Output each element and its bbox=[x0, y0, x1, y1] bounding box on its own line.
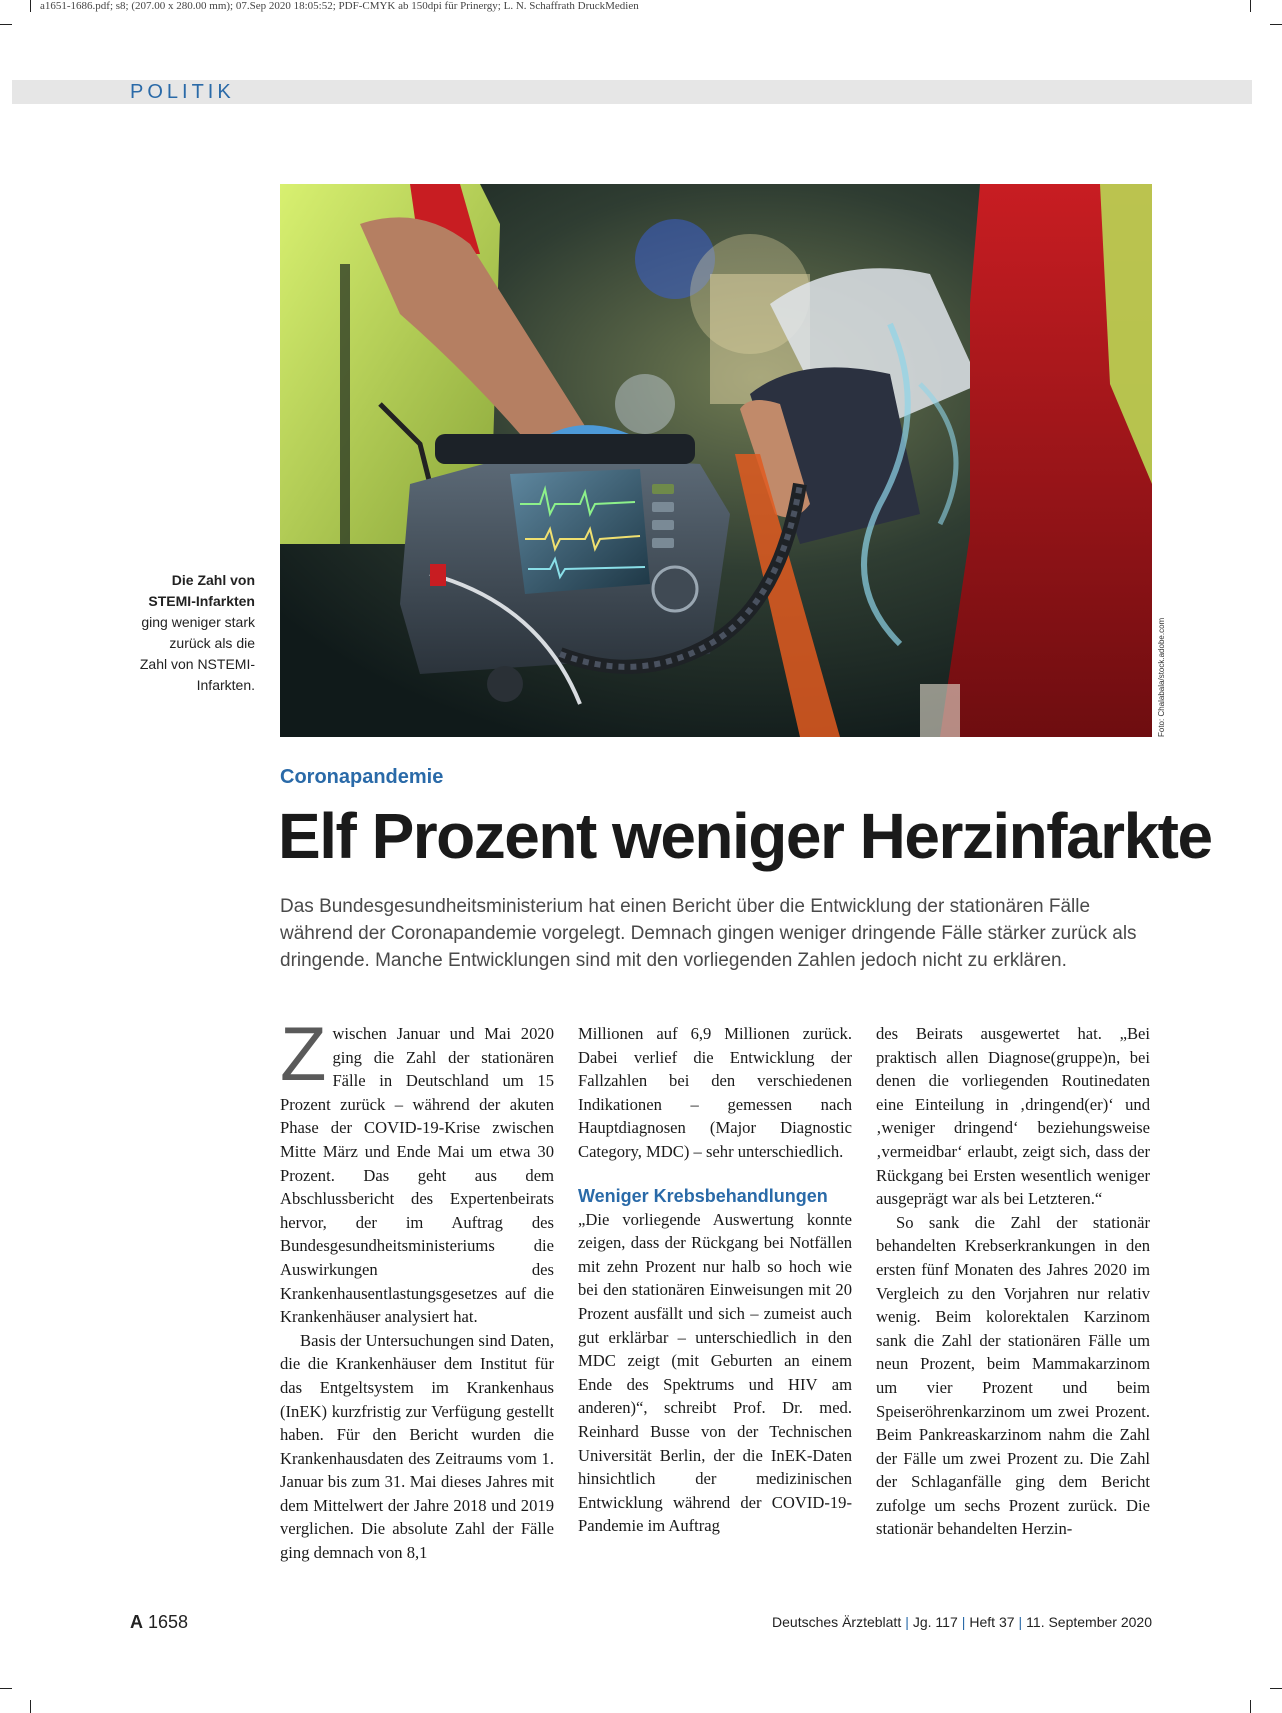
journal-name: Deutsches Ärzteblatt bbox=[772, 1614, 902, 1630]
crop-mark bbox=[0, 24, 12, 25]
page-number-value: 1658 bbox=[148, 1612, 189, 1632]
hero-illustration bbox=[280, 184, 1152, 737]
photo-credit: Foto: Chalabala/stock.adobe.com bbox=[1157, 617, 1166, 737]
print-slug: a1651-1686.pdf; s8; (207.00 x 280.00 mm); 07.Sep 2020 18:05:52; PDF-CMYK ab 150dpi für Prinergy; L. N. Schaffrath DruckMedien bbox=[40, 0, 639, 12]
article-column-2 bbox=[578, 1022, 852, 1538]
crop-mark bbox=[0, 1688, 12, 1689]
page-prefix: A bbox=[130, 1612, 143, 1632]
article-paragraph: Millionen auf 6,9 Millionen zurück. Dabei verlief die Entwicklung der Fallzahlen bei den verschiedenen Indikationen – gemessen nach Hauptdiagnosen (Major Diagnostic Category, MDC) – sehr unterschiedlich. bbox=[578, 1024, 852, 1161]
crop-mark bbox=[30, 1700, 31, 1713]
footer-info bbox=[772, 1614, 1152, 1630]
separator: | bbox=[961, 1614, 966, 1630]
section-label: POLITIK bbox=[130, 81, 235, 103]
article-column-3 bbox=[876, 1022, 1150, 1541]
kicker: Coronapandemie bbox=[280, 766, 444, 788]
article-paragraph: „Die vorliegende Auswertung konnte zeigen, dass der Rückgang bei Notfällen mit zehn Prozent nur halb so hoch wie bei den stationären Einweisungen mit 20 Prozent ausfällt und sich – zumeist auch gut erklärbar – unterschiedlich in den MDC zeigt (mit Geburten an einem Ende des Spektrums und HIV am anderen)“, schreibt Prof. Dr. med. Reinhard Busse von der Technischen Universität Berlin, der die InEK-Daten hinsichtlich der medizinischen Entwicklung während der COVID-19-Pandemie im Auftrag bbox=[578, 1209, 852, 1536]
article-paragraph: des Beirats ausgewertet hat. „Bei praktisch allen Diagnose(gruppe)n, bei denen die vorliegenden Routinedaten eine Einteilung in ‚dringend(er)‘ und ‚weniger dringend‘ beziehungsweise ‚vermeidbar‘ erlaubt, zeigt sich, dass der Rückgang bei Ersten wesentlich weniger ausgeprägt war als bei Letzteren.“ bbox=[876, 1024, 1150, 1209]
caption-line: Infarkten. bbox=[196, 677, 255, 693]
issue: Heft 37 bbox=[969, 1614, 1015, 1630]
image-caption bbox=[120, 570, 255, 696]
crop-mark bbox=[1250, 1700, 1251, 1713]
page-number bbox=[130, 1612, 188, 1633]
lead-paragraph: Das Bundesgesundheitsministerium hat einen Bericht über die Entwicklung der stationären Fälle während der Coronapandemie vorgelegt. Demnach gingen weniger dringende Fälle stärker zurück als dringende. Manche Entwicklungen sind mit den vorliegenden Zahlen jedoch nicht zu erklären. bbox=[280, 896, 1137, 971]
subheading: Weniger Krebsbehandlungen bbox=[578, 1185, 828, 1206]
crop-mark bbox=[30, 0, 31, 12]
headline: Elf Prozent weniger Herzinfarkte bbox=[278, 800, 1212, 872]
hero-photo bbox=[280, 184, 1152, 737]
separator: | bbox=[1018, 1614, 1023, 1630]
caption-line: Zahl von NSTEMI- bbox=[139, 656, 255, 672]
crop-mark bbox=[1250, 0, 1251, 12]
caption-line: Die Zahl von bbox=[171, 572, 255, 588]
caption-line: STEMI-Infarkten bbox=[148, 593, 255, 609]
issue-date: 11. September 2020 bbox=[1026, 1614, 1152, 1630]
crop-mark bbox=[1270, 24, 1282, 25]
article-column-1 bbox=[280, 1012, 554, 1565]
article-paragraph bbox=[280, 1012, 554, 1329]
article-paragraph: So sank die Zahl der stationär behandelten Krebserkrankungen in den ersten fünf Monaten des Jahres 2020 im Vergleich zu den Vorjahren nur relativ wenig. Beim kolorektalen Karzinom sank die Zahl der stationären Fälle um neun Prozent, beim Mammakarzinom um vier Prozent und beim Speiseröhrenkarzinom um zwei Prozent. Beim Pankreaskarzinom nahm die Zahl der Fälle um zwei Prozent zu. Die Zahl der Schlaganfälle ging dem Bericht zufolge um sechs Prozent zurück. Die stationär behandelten Herzin- bbox=[876, 1212, 1150, 1539]
volume: Jg. 117 bbox=[912, 1614, 958, 1630]
drop-cap: Z bbox=[280, 1012, 327, 1097]
caption-line: ging weniger stark bbox=[141, 614, 255, 630]
separator: | bbox=[905, 1614, 909, 1630]
article-paragraph: Basis der Untersuchungen sind Daten, die die Krankenhäuser dem Institut für das Entgeltsystem im Krankenhaus (InEK) kurzfristig zur Verfügung gestellt haben. Für den Bericht wurden die Krankenhausdaten des Zeitraums vom 1. Januar bis zum 31. Mai dieses Jahres mit dem Mittelwert der Jahre 2018 und 2019 verglichen. Die absolute Zahl der Fälle ging demnach von 8,1 bbox=[280, 1330, 554, 1563]
caption-line: zurück als die bbox=[169, 635, 255, 651]
crop-mark bbox=[1270, 1688, 1282, 1689]
paragraph-text: wischen Januar und Mai 2020 ging die Zahl der stationären Fälle in Deutschland um 15 Prozent zurück – während der akuten Phase der COVID-19-Krise zwischen Mitte März und Ende Mai um etwa 30 Prozent. Das geht aus dem Abschlussbericht des Expertenbeirats hervor, der im Auftrag des Bundesgesundheitsministeriums die Auswirkungen des Krankenhausentlastungsgesetzes auf die Krankenhäuser analysiert hat. bbox=[280, 1024, 554, 1327]
